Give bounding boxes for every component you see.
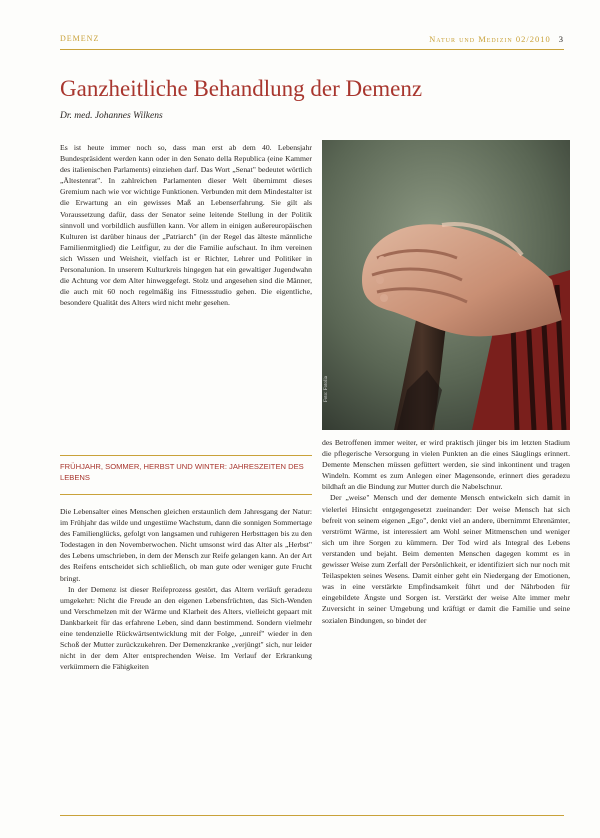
subhead-rule-top [60, 455, 312, 456]
column-2 [60, 506, 312, 672]
paragraph: Die Lebensalter eines Menschen gleichen erstaunlich dem Jahresgang der Natur: im Frühjahr das wilde und ungestüme Wachstum, dann die sonnigen Sommertage des Familienglücks, gefolgt von langsamen und ruhigeren Herbsttagen bis zu den Todestagen in den Novemberwochen. Nicht umsonst wird das Alter als „Herbst" des Lebens umschrieben, in dem der Mensch zur Reife gelangen kann. An der Art des Reifens entscheidet sich schließlich, ob man gute oder weniger gute Frucht bringt. [60, 507, 312, 583]
journal-name: Natur und Medizin 02/2010 [429, 34, 551, 44]
paragraph: Es ist heute immer noch so, dass man erst ab dem 40. Lebensjahr Bundespräsident werden kann oder in den Senato della Republica (eine Kammer des italienischen Parlaments) einziehen darf. Das Wort „Senat" bedeutet wörtlich „Ältestenrat". In zahlreichen Parlamenten dieser Welt übernimmt dieses Gremium nach wie vor wichtige Funktionen. Verbunden mit dem Mindestalter ist die Erwartung an ein gewisses Maß an Lebenserfahrung. Sie gilt als Voraussetzung dafür, dass der Senator seine leitende Stellung in der Politik sinnvoll und vorbildlich ausfüllen kann. Vor allem in einigen außereuropäischen Kulturen ist darüber hinaus der „Patriarch" (in der Regel das älteste männliche Familienmitglied) die Leitfigur, zu der die Familie aufschaut. In ihm vereinen sich Wissen und Weisheit, vielfach ist er Richter, Lehrer und Politiker in Personalunion. In unserem Kulturkreis hingegen hat ein gewaltiger Jugendwahn die Achtung vor dem Alter hinweggefegt. Stolz und angesehen sind die Männer, die auch mit 60 noch regelmäßig ins Fitnessstudio gehen. Die eigentliche, besondere Qualität des Alters wird nicht mehr gesehen. [60, 143, 312, 308]
subheading: FRÜHJAHR, SOMMER, HERBST UND WINTER: JAHRESZEITEN DES LEBENS [60, 462, 304, 482]
paragraph: Der „weise" Mensch und der demente Mensch entwickeln sich damit in vielerlei Hinsicht entgegengesetzt zueinander: Der weise Mensch hat sich befreit von seinem eigenen „Ego", denkt viel an andere, übernimmt Ehrenämter, verströmt Wärme, ist interessiert am Wohl seiner Mitmenschen und weniger sich um ihre Sorgen zu kümmern. Der Tod wird als Integral des Lebens verstanden und bejaht. Beim dementen Menschen dagegen kommt es in gewisser Weise zum Zerfall der Persönlichkeit, er identifiziert sich nur noch mit Teilaspekten seines Wesens. Damit einher geht ein Niedergang der Emotionen, was in eine verstärkte Empfindsamkeit führt und der Nährboden für eingebildete Ängste und Sorgen ist. Verstärkt der weise Alte immer mehr Zuversicht in seiner Umgebung und kräftigt er damit die Familie und seine sozialen Bindungen, so bindet der [322, 493, 570, 625]
header-rule [60, 49, 564, 50]
column-3 [322, 437, 570, 626]
running-header [60, 34, 564, 48]
paragraph: In der Demenz ist dieser Reifeprozess gestört, das Altern verläuft geradezu umgekehrt: Nicht die Freude an den eigenen Lebensfrüchten, das Sich-Wenden und Verschmelzen mit der Wärme und Klarheit des Alters, vielleicht gepaart mit Dankbarkeit für das erfahrene Leben, sind dann bestimmend. Sondern vielmehr eine tendenzielle Rückwärtsentwicklung mit der Folge, „unreif" wieder in den Schoß der Mutter zurückzukehren. Der Demenzkranke „verjüngt" sich, nur leider nicht in der dem Alter entsprechenden Weise. Im Verlauf der Erkrankung verkümmern die Fähigkeiten [60, 584, 312, 672]
article-author: Dr. med. Johannes Wilkens [60, 111, 163, 121]
column-1 [60, 142, 312, 308]
section-label: DEMENZ [60, 34, 100, 43]
photo-illustration [322, 140, 570, 430]
paragraph: des Betroffenen immer weiter, er wird praktisch jünger bis im letzten Stadium die pflegerische Versorgung in vielen Punkten an die eines Säuglings erinnert. Demente Menschen müssen gefüttert werden, sie sind inkontinent und tragen Windeln. Kommt es zum Anlegen einer Magensonde, erinnert dies geradezu bildhaft an die Bindung zur Mutter durch die Nabelschnur. [322, 438, 570, 492]
journal-label [429, 34, 564, 44]
article-photo-hands-on-cane [322, 140, 570, 430]
article-title: Ganzheitliche Behandlung der Demenz [60, 76, 423, 101]
page-number: 3 [558, 34, 564, 44]
photo-credit: Foto: Fotolia [324, 376, 329, 402]
footer-rule [60, 815, 564, 816]
subhead-rule-bottom [60, 494, 312, 495]
